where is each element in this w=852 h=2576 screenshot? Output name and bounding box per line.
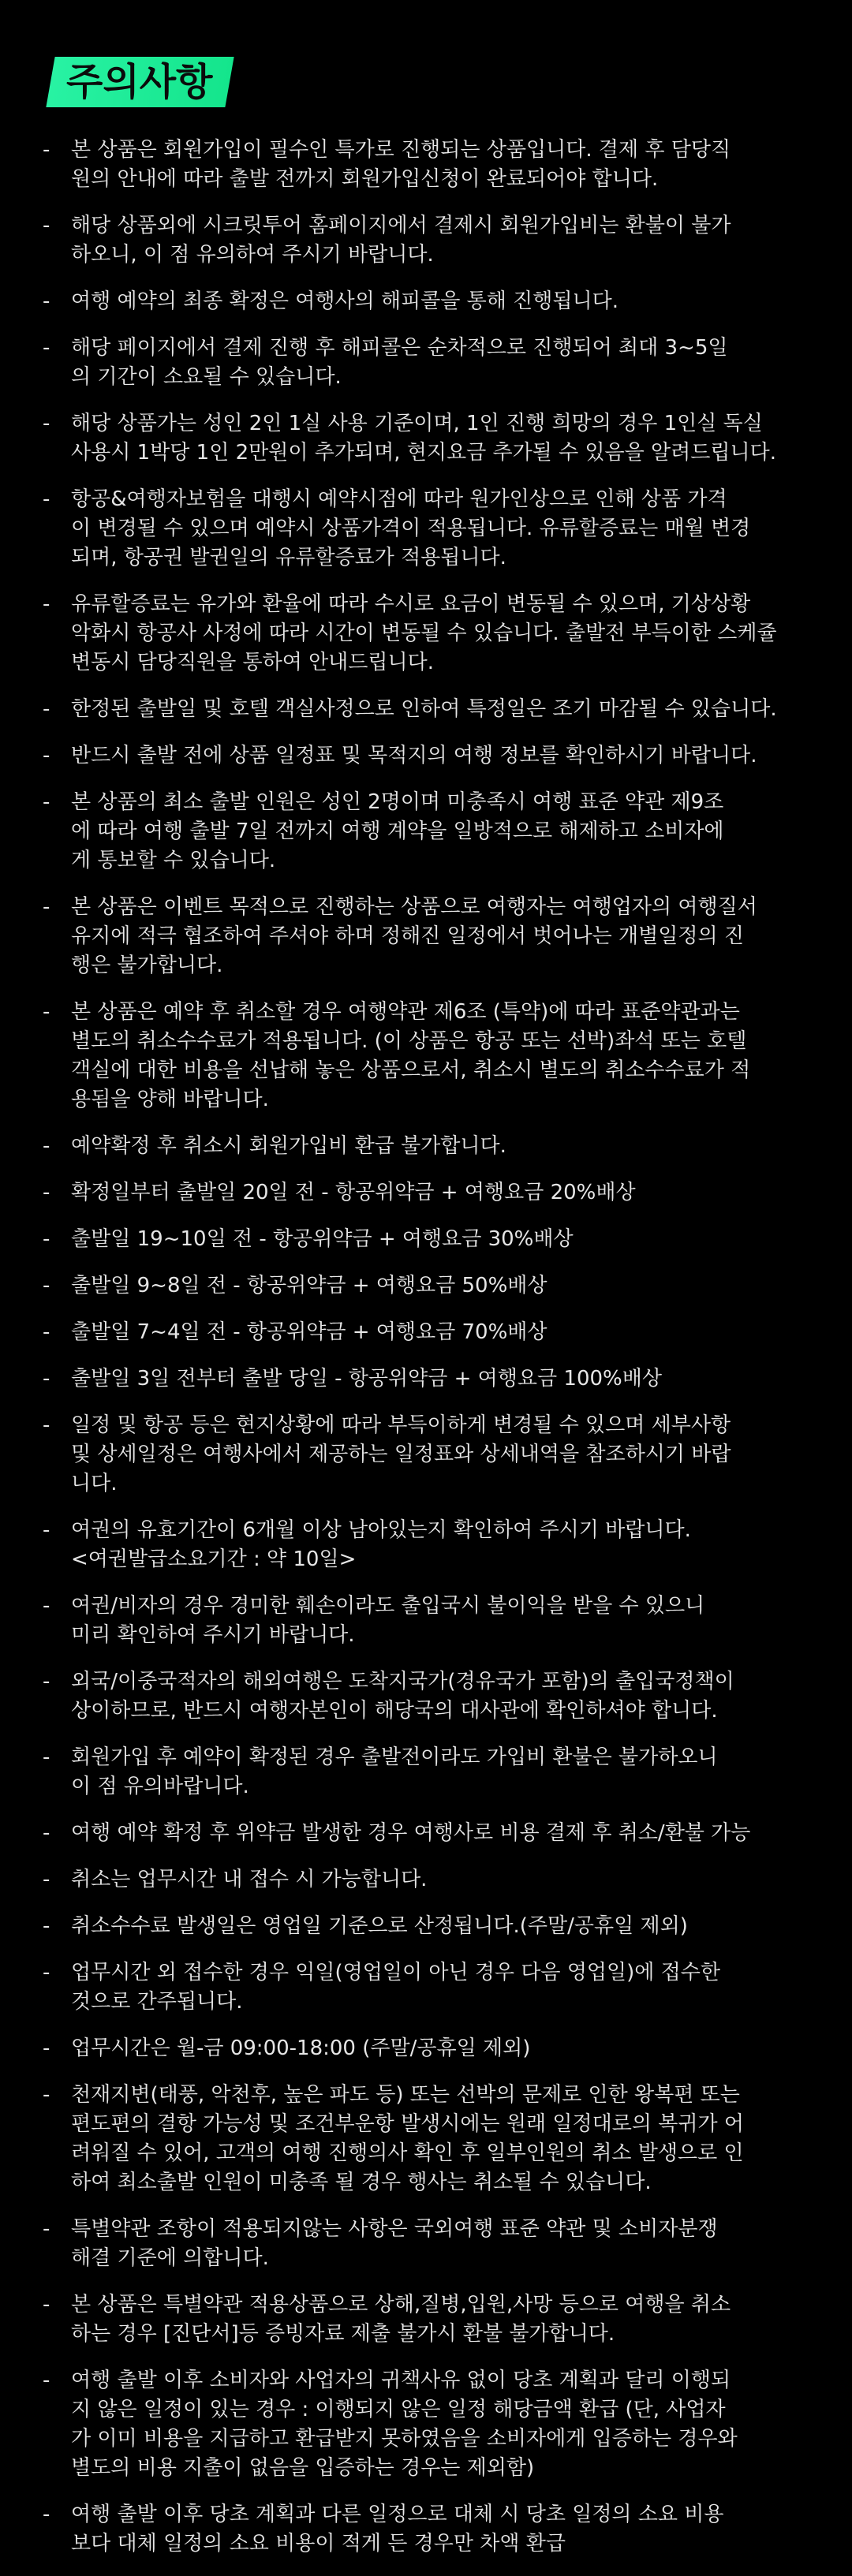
notice-item xyxy=(41,2500,805,2559)
notice-line: - 업무시간은 월-금 09:00-18:00 (주말/공휴일 제외) xyxy=(71,2037,531,2060)
notice-line: - 출발일 9~8일 전 - 항공위약금 + 여행요금 50%배상 xyxy=(71,1274,547,1297)
notice-item xyxy=(41,590,805,678)
notice-line: - 유류할증료는 유가와 환율에 따라 수시로 요금이 변동될 수 있으며, 기상상황 xyxy=(71,592,751,616)
notice-item xyxy=(41,893,805,980)
notice-item xyxy=(41,1365,805,1394)
notice-item xyxy=(41,2081,805,2197)
notice-line: - 한정된 출발일 및 호텔 객실사정으로 인하여 특정일은 조기 마감될 수 있습니다. xyxy=(71,697,777,721)
notice-line: - 예약확정 후 취소시 회원가입비 환급 불가합니다. xyxy=(71,1134,506,1158)
notice-line: - 업무시간 외 접수한 경우 익일(영업일이 아닌 경우 다음 영업일)에 접수한 xyxy=(71,1961,721,1984)
notice-item xyxy=(41,1411,805,1499)
notice-item xyxy=(41,1225,805,1254)
notice-item xyxy=(41,334,805,392)
notice-line: - 여행 예약의 최종 확정은 여행사의 해피콜을 통해 진행됩니다. xyxy=(71,289,619,313)
notice-item xyxy=(41,1271,805,1301)
notice-line: 사용시 1박당 1인 2만원이 추가되며, 현지요금 추가될 수 있음을 알려드립니다. xyxy=(71,441,777,465)
notice-line: - 반드시 출발 전에 상품 일정표 및 목적지의 여행 정보를 확인하시기 바랍니다. xyxy=(71,744,757,767)
notice-line: 변동시 담당직원을 통하여 안내드립니다. xyxy=(71,651,435,674)
notice-item xyxy=(41,1819,805,1848)
notice-list xyxy=(41,136,805,2576)
notice-line: 보다 대체 일정의 소요 비용이 적게 든 경우만 차액 환급 xyxy=(71,2532,566,2555)
notice-line: - 출발일 3일 전부터 출발 당일 - 항공위약금 + 여행요금 100%배상 xyxy=(71,1367,662,1391)
notice-line: 되며, 항공권 발권일의 유류할증료가 적용됩니다. xyxy=(71,546,506,569)
notice-item xyxy=(41,485,805,573)
notice-line: 객실에 대한 비용을 선납해 놓은 상품으로서, 취소시 별도의 취소수수료가 적 xyxy=(71,1058,751,1082)
notice-line: - 취소수수료 발생일은 영업일 기준으로 산정됩니다.(주말/공휴일 제외) xyxy=(71,1914,688,1938)
notice-item xyxy=(41,136,805,194)
notice-item xyxy=(41,1667,805,1726)
notice-line: - 천재지변(태풍, 악천후, 높은 파도 등) 또는 선박의 문제로 인한 왕복편 또는 xyxy=(71,2083,740,2107)
notice-line: - 여행 예약 확정 후 위약금 발생한 경우 여행사로 비용 결제 후 취소/환불 가능 xyxy=(71,1821,751,1845)
notice-line: - 해당 상품외에 시크릿투어 홈페이지에서 결제시 회원가입비는 환불이 불가 xyxy=(71,214,731,237)
notice-line: - 해당 상품가는 성인 2인 1실 사용 기준이며, 1인 진행 희망의 경우 1인실 독실 xyxy=(71,412,763,435)
notice-line: - 출발일 7~4일 전 - 항공위약금 + 여행요금 70%배상 xyxy=(71,1320,547,1344)
notice-item xyxy=(41,287,805,316)
notice-item xyxy=(41,2215,805,2273)
notice-item xyxy=(41,998,805,1114)
notice-line: - 확정일부터 출발일 20일 전 - 항공위약금 + 여행요금 20%배상 xyxy=(71,1181,636,1204)
notice-line: 에 따라 여행 출발 7일 전까지 여행 계약을 일방적으로 해제하고 소비자에 xyxy=(71,819,724,843)
notice-line: - 여권의 유효기간이 6개월 이상 남아있는지 확인하여 주시기 바랍니다. xyxy=(71,1518,691,1542)
page-title: 주의사항 xyxy=(46,57,234,107)
notice-line: 이 점 유의바랍니다. xyxy=(71,1775,249,1798)
notice-line: - 취소는 업무시간 내 접수 시 가능합니다. xyxy=(71,1868,428,1891)
notice-line: 의 기간이 소요될 수 있습니다. xyxy=(71,365,342,389)
notice-item xyxy=(41,409,805,468)
notice-line: 별도의 비용 지출이 없음을 입증하는 경우는 제외함) xyxy=(71,2456,535,2480)
notice-item xyxy=(41,1178,805,1208)
notice-line: 행은 불가합니다. xyxy=(71,954,223,977)
notice-line: - 본 상품은 특별약관 적용상품으로 상해,질병,입원,사망 등으로 여행을 취소 xyxy=(71,2293,731,2317)
notice-item xyxy=(41,1743,805,1801)
notice-line: - 본 상품은 회원가입이 필수인 특가로 진행되는 상품입니다. 결제 후 담당직 xyxy=(71,138,731,162)
notice-line: - 출발일 19~10일 전 - 항공위약금 + 여행요금 30%배상 xyxy=(71,1227,574,1251)
notice-line: 악화시 항공사 사정에 따라 시간이 변동될 수 있습니다. 출발전 부득이한 스케쥴 xyxy=(71,622,777,645)
notice-line: 하여 최소출발 인원이 미충족 될 경우 행사는 취소될 수 있습니다. xyxy=(71,2171,652,2194)
notice-item xyxy=(41,2366,805,2483)
notice-line: 니다. xyxy=(71,1472,118,1495)
notice-line: - 여행 출발 이후 당초 계획과 다른 일정으로 대체 시 당초 일정의 소요 비용 xyxy=(71,2503,724,2526)
notice-item xyxy=(41,1912,805,1941)
notice-line: - 특별약관 조항이 적용되지않는 사항은 국외여행 표준 약관 및 소비자분쟁 xyxy=(71,2217,718,2241)
notice-line: - 일정 및 항공 등은 현지상황에 따라 부득이하게 변경될 수 있으며 세부사항 xyxy=(71,1413,731,1437)
notice-line: - 해당 페이지에서 결제 진행 후 해피콜은 순차적으로 진행되어 최대 3~5일 xyxy=(71,336,728,360)
notice-line: 가 이미 비용을 지급하고 환급받지 못하였음을 소비자에게 입증하는 경우와 xyxy=(71,2427,738,2451)
notice-line: <여권발급소요기간 : 약 10일> xyxy=(71,1547,357,1571)
notice-line: 유지에 적극 협조하여 주셔야 하며 정해진 일정에서 벗어나는 개별일정의 진 xyxy=(71,924,744,948)
notice-line: 상이하므로, 반드시 여행자본인이 해당국의 대사관에 확인하셔야 합니다. xyxy=(71,1699,718,1723)
notice-item xyxy=(41,1132,805,1161)
notice-line: 것으로 간주됩니다. xyxy=(71,1990,243,2014)
notice-item xyxy=(41,741,805,771)
notice-item xyxy=(41,1318,805,1347)
notice-line: 하오니, 이 점 유의하여 주시기 바랍니다. xyxy=(71,243,434,267)
notice-line: 편도편의 결항 가능성 및 조건부운항 발생시에는 원래 일정대로의 복귀가 어 xyxy=(71,2112,744,2136)
notice-item xyxy=(41,2290,805,2349)
notice-line: 이 변경될 수 있으며 예약시 상품가격이 적용됩니다. 유류할증료는 매월 변경 xyxy=(71,517,751,540)
notice-line: 해결 기준에 의합니다. xyxy=(71,2246,269,2270)
notice-item xyxy=(41,2034,805,2063)
notice-line: - 본 상품은 이벤트 목적으로 진행하는 상품으로 여행자는 여행업자의 여행질서 xyxy=(71,895,757,919)
notice-line: - 본 상품의 최소 출발 인원은 성인 2명이며 미충족시 여행 표준 약관 제9조 xyxy=(71,790,724,814)
notice-item xyxy=(41,1958,805,2017)
notice-line: 려워질 수 있어, 고객의 여행 진행의사 확인 후 일부인원의 취소 발생으로 인 xyxy=(71,2141,744,2165)
notice-item xyxy=(41,1516,805,1574)
notice-line: - 회원가입 후 예약이 확정된 경우 출발전이라도 가입비 환불은 불가하오니 xyxy=(71,1745,718,1769)
notice-line: - 여행 출발 이후 소비자와 사업자의 귀책사유 없이 당초 계획과 달리 이행되 xyxy=(71,2369,731,2392)
notice-line: 용됨을 양해 바랍니다. xyxy=(71,1088,269,1111)
notice-line: 미리 확인하여 주시기 바랍니다. xyxy=(71,1623,355,1647)
notice-line: - 여권/비자의 경우 경미한 훼손이라도 출입국시 불이익을 받을 수 있으니 xyxy=(71,1594,705,1618)
notice-item xyxy=(41,788,805,875)
notice-line: 게 통보할 수 있습니다. xyxy=(71,849,276,872)
notice-item xyxy=(41,1592,805,1650)
notice-line: 하는 경우 [진단서]등 증빙자료 제출 불가시 환불 불가합니다. xyxy=(71,2322,615,2346)
notice-line: - 항공&여행자보험을 대행시 예약시점에 따라 원가인상으로 인해 상품 가격 xyxy=(71,487,727,511)
title-badge xyxy=(50,57,230,107)
notice-line: 별도의 취소수수료가 적용됩니다. (이 상품은 항공 또는 선박)좌석 또는 호텔 xyxy=(71,1029,747,1053)
notice-line: 및 상세일정은 여행사에서 제공하는 일정표와 상세내역을 참조하시기 바랍 xyxy=(71,1443,731,1466)
notice-line: - 외국/이중국적자의 해외여행은 도착지국가(경유국가 포함)의 출입국정책이 xyxy=(71,1670,734,1693)
notice-item xyxy=(41,1865,805,1895)
notice-line: 원의 안내에 따라 출발 전까지 회원가입신청이 완료되어야 합니다. xyxy=(71,167,659,191)
notice-line: 지 않은 일정이 있는 경우 : 이행되지 않은 일정 해당금액 환급 (단, 사업자 xyxy=(71,2398,726,2421)
notice-item xyxy=(41,695,805,724)
notice-item xyxy=(41,211,805,270)
notice-line: - 본 상품은 예약 후 취소할 경우 여행약관 제6조 (특약)에 따라 표준약관과는 xyxy=(71,1000,740,1024)
